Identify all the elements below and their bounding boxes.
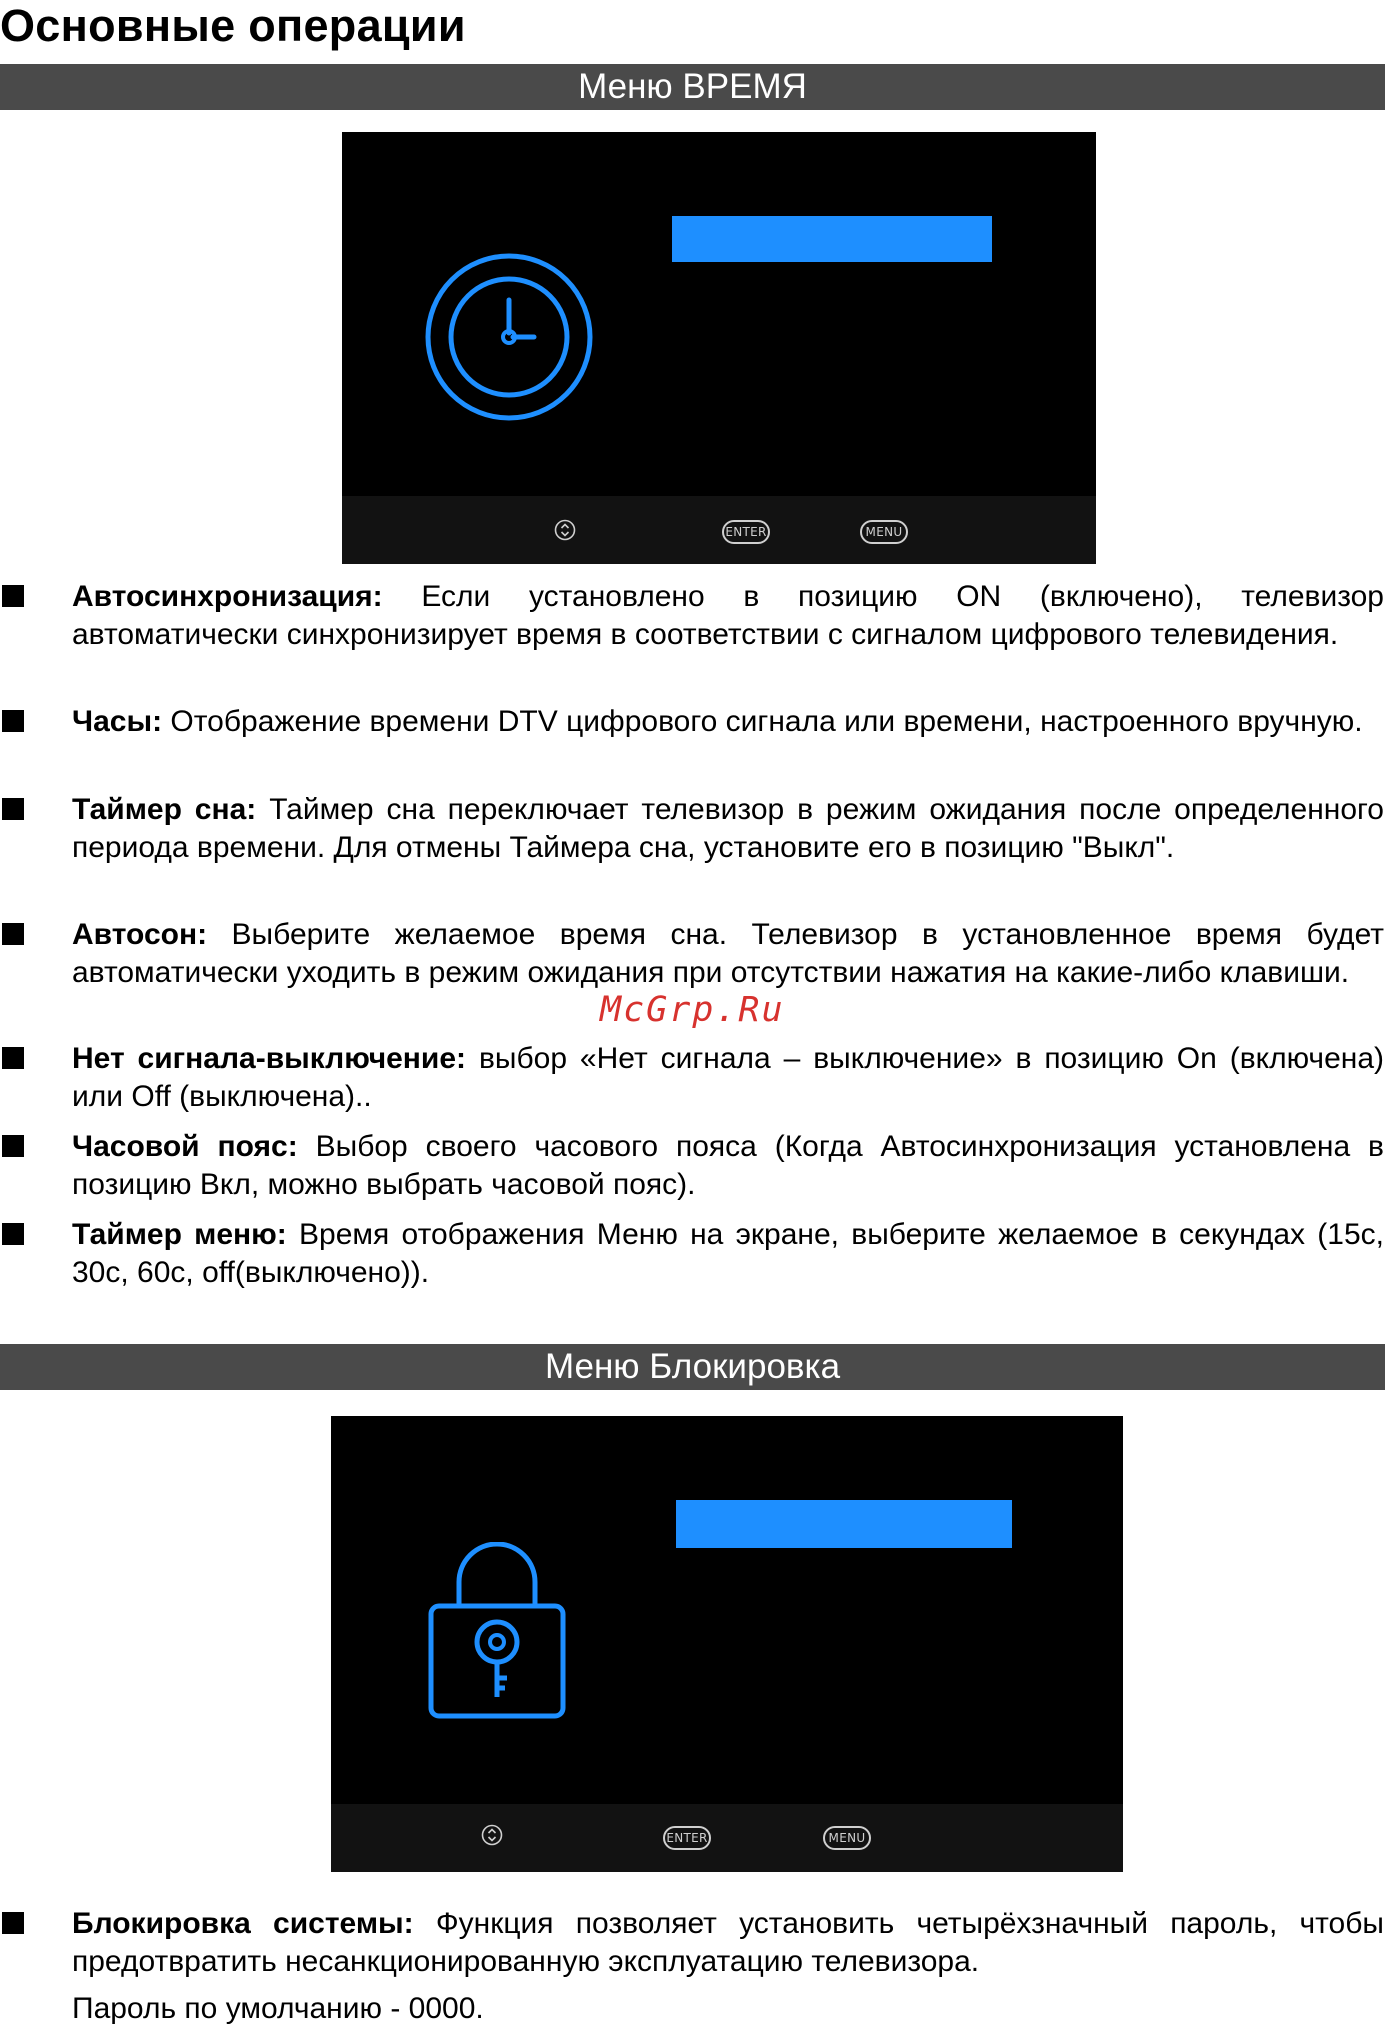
item-description: Выберите желаемое время сна. Телевизор в установленное время будет автоматически уходить в режим ожидания при отсутствии нажатия на какие-либо клавиши. (72, 918, 1384, 989)
item-text (72, 703, 1384, 741)
item-description: Таймер сна переключает телевизор в режим ожидания после определенного периода времени. Для отмены Таймера сна, установите его в позицию "Выкл". (72, 793, 1384, 864)
item-text (72, 1128, 1384, 1203)
item-term: Блокировка системы: (72, 1907, 414, 1940)
bullet-square (2, 1135, 24, 1157)
bullet-square (2, 710, 24, 732)
item-term: Таймер сна: (72, 793, 257, 826)
page-title: Основные операции (0, 0, 466, 51)
item-description: Функция позволяет установить четырёхзначный пароль, чтобы предотвратить несанкционированную эксплуатацию телевизора. (72, 1907, 1384, 1978)
bullet-square (2, 798, 24, 820)
menu-highlight-bar (676, 1500, 1012, 1548)
enter-button-hint: ENTER (722, 520, 770, 544)
section-header-lock: Меню Блокировка (0, 1344, 1385, 1390)
item-term: Автосинхронизация: (72, 580, 383, 613)
screen-footer (342, 496, 1096, 564)
item-description: выбор «Нет сигнала – выключение» в позицию On (включена) или Off (выключена).. (72, 1042, 1384, 1113)
item-term: Автосон: (72, 918, 208, 951)
item-term: Нет сигнала-выключение: (72, 1042, 467, 1075)
item-term: Часы: (72, 705, 163, 738)
watermark: McGrp.Ru (600, 990, 785, 1030)
item-text (72, 791, 1384, 866)
item-description: Если установлено в позицию ON (включено), телевизор автоматически синхронизирует время в соответствии с сигналом цифрового телевидения. (72, 580, 1384, 651)
time-menu-screen (342, 132, 1096, 564)
lock-menu-screen (331, 1416, 1123, 1872)
bullet-square (2, 1912, 24, 1934)
menu-button-hint: MENU (860, 520, 908, 544)
item-description: Отображение времени DTV цифрового сигнала или времени, настроенного вручную. (162, 705, 1363, 738)
lock-key-icon (427, 1542, 567, 1722)
item-text (72, 1040, 1384, 1115)
clock-icon (424, 252, 594, 422)
item-text (72, 1905, 1384, 1980)
screen-footer (331, 1804, 1123, 1872)
menu-highlight-bar (672, 216, 992, 262)
item-description: Время отображения Меню на экране, выберите желаемое в секундах (15с, 30с, 60с, off(выключено)). (72, 1218, 1384, 1289)
bullet-square (2, 1047, 24, 1069)
menu-button-hint: MENU (823, 1826, 871, 1850)
item-description: Выбор своего часового пояса (Когда Автосинхронизация установлена в позицию Вкл, можно выбрать часовой пояс). (72, 1130, 1384, 1201)
bullet-square (2, 585, 24, 607)
bullet-square (2, 1223, 24, 1245)
bullet-square (2, 923, 24, 945)
item-term: Таймер меню: (72, 1218, 287, 1251)
up-down-nav-icon (481, 1824, 503, 1846)
up-down-nav-icon (554, 519, 576, 541)
item-term: Часовой пояс: (72, 1130, 298, 1163)
item-text (72, 1216, 1384, 1291)
item-text (72, 916, 1384, 991)
default-password-line: Пароль по умолчанию - 0000. (72, 1992, 484, 2025)
item-text (72, 578, 1384, 653)
section-header-time: Меню ВРЕМЯ (0, 64, 1385, 110)
enter-button-hint: ENTER (663, 1826, 711, 1850)
